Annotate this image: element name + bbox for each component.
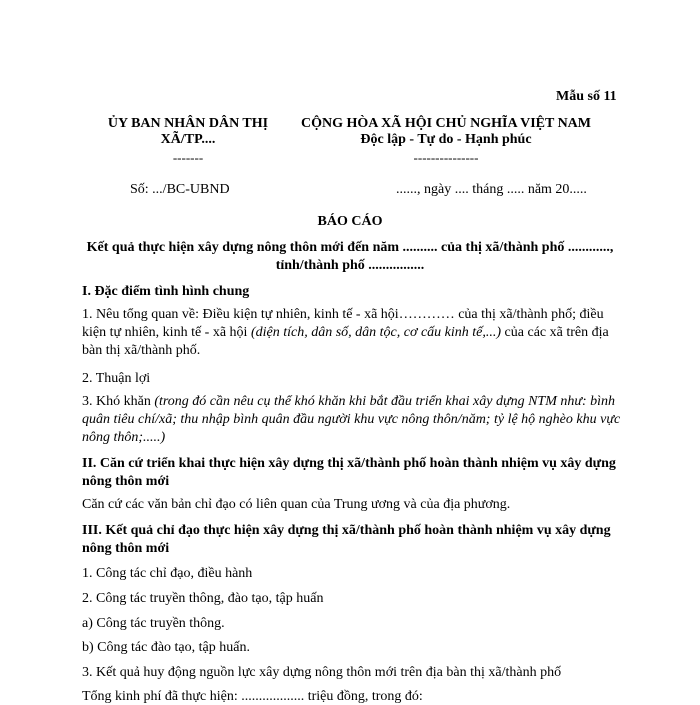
section-1-paragraph-1 — [82, 306, 622, 360]
section-1-heading: I. Đặc điểm tình hình chung — [82, 284, 250, 299]
document-title: BÁO CÁO — [317, 214, 383, 229]
section-3-item-2b: b) Công tác đào tạo, tập huấn. — [82, 640, 250, 655]
section-1-paragraph-3-italic: (trong đó cần nêu cụ thể khó khăn khi bắt đầu triển khai xây dựng NTM như: bình quân tiêu chí/xã; thu nhập bình quân đầu người khu vực nông thôn/năm; tỷ lệ hộ nghèo khu vực nông thôn;.....) — [82, 394, 621, 445]
section-3-item-1: 1. Công tác chỉ đạo, điều hành — [82, 566, 253, 581]
right-header-rule: --------------- — [413, 150, 479, 165]
section-3-item-3: 3. Kết quả huy động nguồn lực xây dựng nông thôn mới trên địa bàn thị xã/thành phố — [82, 665, 562, 680]
document-subtitle-line1: Kết quả thực hiện xây dựng nông thôn mới đến năm .......... của thị xã/thành phố ............, — [86, 240, 614, 255]
section-1-paragraph-1-italic: (diện tích, dân số, dân tộc, cơ cấu kinh tế,...) — [250, 325, 502, 340]
section-1-paragraph-1-text-c: của các xã trên địa bàn thị xã/thành phố. — [82, 325, 609, 358]
section-1-paragraph-3-text: 3. Khó khăn — [82, 394, 155, 409]
section-1-paragraph-1-text-a: 1. Nêu tổng quan về: Điều kiện tự nhiên, kinh tế - xã hội………… của thị xã/thành phố; điều kiện tự nhiên, kinh tế - xã hội — [82, 307, 604, 340]
section-3-funding-line: Tổng kinh phí đã thực hiện: .................. triệu đồng, trong đó: — [82, 689, 423, 704]
form-number: Mẫu số 11 — [556, 89, 617, 104]
document-subtitle-line2: tỉnh/thành phố ................ — [275, 258, 425, 273]
section-2-paragraph-1: Căn cứ các văn bản chỉ đạo có liên quan của Trung ương và của địa phương. — [82, 497, 511, 512]
document-date: ......, ngày .... tháng ..... năm 20..... — [396, 182, 587, 197]
document-number: Số: .../BC-UBND — [130, 182, 230, 197]
issuing-agency-line2: XÃ/TP.... — [160, 132, 216, 147]
section-2-heading: II. Căn cứ triển khai thực hiện xây dựng thị xã/thành phố hoàn thành nhiệm vụ xây dựng nông thôn mới — [82, 456, 616, 489]
section-3-item-2: 2. Công tác truyền thông, đào tạo, tập huấn — [82, 591, 324, 606]
left-header-rule: ------- — [172, 150, 204, 165]
national-motto: Độc lập - Tự do - Hạnh phúc — [360, 132, 532, 147]
section-1-paragraph-2: 2. Thuận lợi — [82, 371, 151, 386]
section-3-item-2a: a) Công tác truyền thông. — [82, 616, 225, 631]
section-3-heading: III. Kết quả chỉ đạo thực hiện xây dựng thị xã/thành phố hoàn thành nhiệm vụ xây dựng nông thôn mới — [82, 523, 611, 556]
issuing-agency-line1: ỦY BAN NHÂN DÂN THỊ — [107, 116, 269, 131]
section-1-paragraph-3 — [82, 393, 622, 447]
national-title: CỘNG HÒA XÃ HỘI CHỦ NGHĨA VIỆT NAM — [300, 116, 591, 131]
